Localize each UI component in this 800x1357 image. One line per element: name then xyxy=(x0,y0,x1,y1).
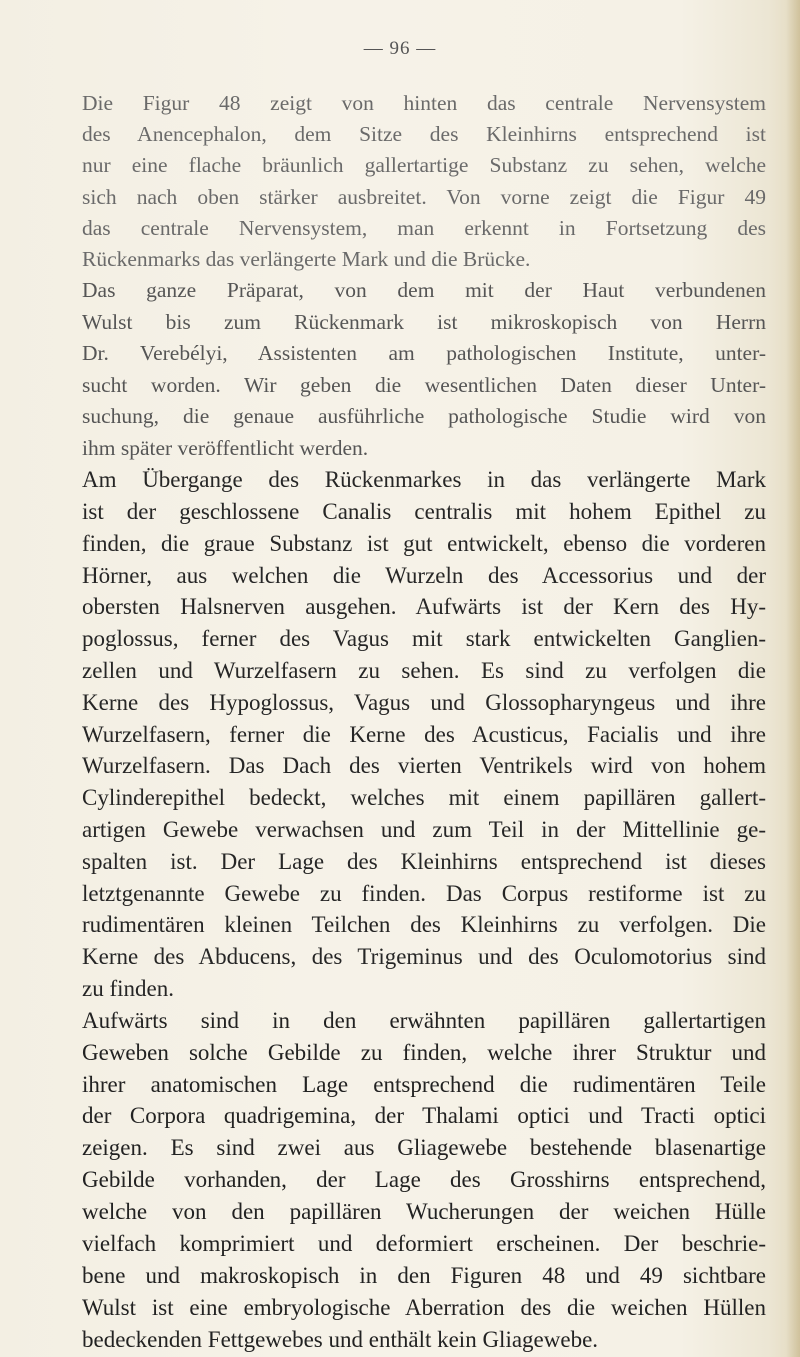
text-line: sich nach oben stärker ausbreitet. Von vorne zeigt die Figur 49 xyxy=(82,184,766,209)
text-line: Wurzelfasern. Das Dach des vierten Ventrikels wird von hohem xyxy=(82,753,766,779)
text-line: bene und makroskopisch in den Figuren 48 und 49 sichtbare xyxy=(82,1263,766,1289)
text-line: Wulst bis zum Rückenmark ist mikroskopisch von Herrn xyxy=(82,309,766,334)
text-line: poglossus, ferner des Vagus mit stark entwickelten Ganglien- xyxy=(82,626,766,652)
text-line: Das ganze Präparat, von dem mit der Haut verbundenen xyxy=(82,278,766,303)
text-line: rudimentären kleinen Teilchen des Kleinhirns zu verfolgen. Die xyxy=(82,912,766,938)
text-line: Geweben solche Gebilde zu finden, welche ihrer Struktur und xyxy=(82,1039,766,1065)
text-line: Die Figur 48 zeigt von hinten das centrale Nervensystem xyxy=(82,91,766,115)
paragraph-4 xyxy=(54,1005,766,1356)
text-line: das centrale Nervensystem, man erkennt in Fortsetzung des xyxy=(82,215,766,240)
text-line: zellen und Wurzelfasern zu sehen. Es sind zu verfolgen die xyxy=(82,658,766,683)
paragraph-3 xyxy=(54,464,766,1005)
paragraph-2 xyxy=(54,275,766,464)
text-line: finden, die graue Substanz ist gut entwickelt, ebenso die vorderen xyxy=(82,530,766,556)
text-line: suchung, die genaue ausführliche pathologische Studie wird von xyxy=(82,404,766,429)
text-line: vielfach komprimiert und deformiert erscheinen. Der beschrie- xyxy=(82,1231,766,1257)
text-line: ihrer anatomischen Lage entsprechend die rudimentären Teile xyxy=(82,1071,766,1097)
body-text xyxy=(54,88,766,1356)
text-line: letztgenannte Gewebe zu finden. Das Corpus restiforme ist zu xyxy=(82,880,766,906)
text-line: obersten Halsnerven ausgehen. Aufwärts ist der Kern des Hy- xyxy=(82,594,766,620)
text-line: des Anencephalon, dem Sitze des Kleinhirns entsprechend ist xyxy=(82,122,766,147)
page-edge-shading xyxy=(786,0,800,1357)
text-line: zeigen. Es sind zwei aus Gliagewebe bestehende blasenartige xyxy=(82,1135,766,1161)
text-line: ihm später veröffentlicht werden. xyxy=(82,435,369,460)
text-line: Dr. Verebélyi, Assistenten am pathologischen Institute, unter- xyxy=(82,341,766,366)
text-line: Am Übergange des Rückenmarkes in das verlängerte Mark xyxy=(82,467,766,493)
text-line: spalten ist. Der Lage des Kleinhirns entsprechend ist dieses xyxy=(82,848,766,874)
text-line: Wulst ist eine embryologische Aberration des die weichen Hüllen xyxy=(82,1294,766,1320)
text-line: sucht worden. Wir geben die wesentlichen Daten dieser Unter- xyxy=(82,372,766,397)
text-line: ist der geschlossene Canalis centralis mit hohem Epithel zu xyxy=(82,499,766,525)
text-line: Hörner, aus welchen die Wurzeln des Accessorius und der xyxy=(82,562,766,588)
page-number: — 96 — xyxy=(363,38,437,59)
text-line: bedeckenden Fettgewebes und enthält kein Gliagewebe. xyxy=(82,1326,599,1352)
text-line: Gebilde vorhanden, der Lage des Grosshirns entsprechend, xyxy=(82,1167,766,1193)
text-line: Kerne des Abducens, des Trigeminus und des Oculomotorius sind xyxy=(82,944,766,970)
text-line: Rückenmarks das verlängerte Mark und die Brücke. xyxy=(82,247,531,272)
text-line: der Corpora quadrigemina, der Thalami optici und Tracti optici xyxy=(82,1103,766,1129)
text-line: nur eine flache bräunlich gallertartige Substanz zu sehen, welche xyxy=(82,153,766,178)
text-line: Kerne des Hypoglossus, Vagus und Glossopharyngeus und ihre xyxy=(82,689,766,715)
paragraph-1 xyxy=(54,88,766,275)
text-line: artigen Gewebe verwachsen und zum Teil in der Mittellinie ge- xyxy=(82,816,766,842)
text-line: zu finden. xyxy=(82,975,174,1001)
text-line: Aufwärts sind in den erwähnten papillären gallertartigen xyxy=(82,1007,766,1033)
text-line: Cylinderepithel bedeckt, welches mit einem papillären gallert- xyxy=(82,785,766,811)
text-line: welche von den papillären Wucherungen der weichen Hülle xyxy=(82,1199,766,1225)
text-line: Wurzelfasern, ferner die Kerne des Acusticus, Facialis und ihre xyxy=(82,721,766,747)
